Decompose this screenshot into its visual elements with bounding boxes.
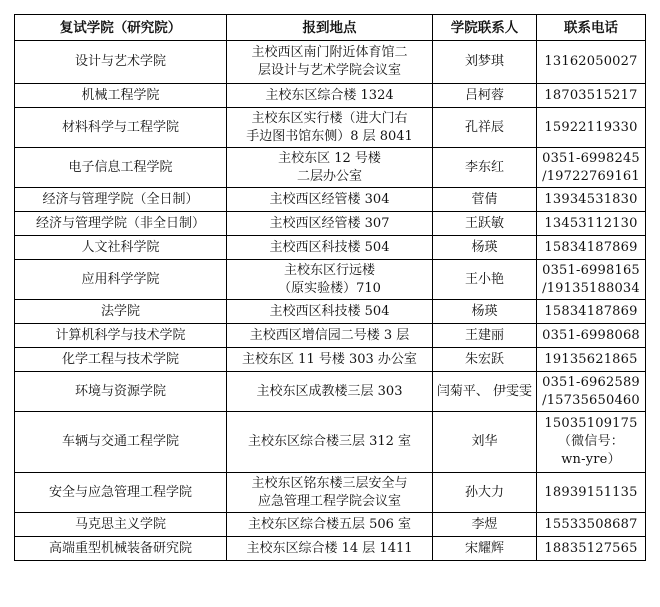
- college-cell: 化学工程与技术学院: [15, 348, 227, 372]
- table-row: [15, 537, 646, 561]
- phone-cell: 13162050027: [537, 41, 646, 84]
- table-row: [15, 513, 646, 537]
- location-cell: 主校东区铭东楼三层安全与 应急管理工程学院会议室: [227, 473, 433, 513]
- location-cell: 主校东区综合楼五层 506 室: [227, 513, 433, 537]
- college-cell: 经济与管理学院（全日制）: [15, 188, 227, 212]
- college-cell: 人文社科学院: [15, 236, 227, 260]
- location-cell: 主校东区成教楼三层 303: [227, 372, 433, 412]
- phone-cell: 0351-6998068: [537, 324, 646, 348]
- header-phone: 联系电话: [537, 15, 646, 41]
- location-cell: 主校东区综合楼三层 312 室: [227, 412, 433, 473]
- phone-cell: 15035109175 （微信号： wn-yre）: [537, 412, 646, 473]
- phone-cell: 18939151135: [537, 473, 646, 513]
- contact-table-container: [14, 14, 646, 561]
- contact-cell: 杨瑛: [433, 236, 537, 260]
- contact-cell: 菅倩: [433, 188, 537, 212]
- table-row: [15, 300, 646, 324]
- college-cell: 机械工程学院: [15, 84, 227, 108]
- contact-cell: 宋耀辉: [433, 537, 537, 561]
- header-contact: 学院联系人: [433, 15, 537, 41]
- contact-cell: 闫菊平、 伊雯雯: [433, 372, 537, 412]
- college-cell: 高端重型机械装备研究院: [15, 537, 227, 561]
- location-cell: 主校东区实行楼（进大门右 手边图书馆东侧）8 层 8041: [227, 108, 433, 148]
- college-cell: 计算机科学与技术学院: [15, 324, 227, 348]
- table-row: [15, 324, 646, 348]
- phone-cell: 15834187869: [537, 236, 646, 260]
- contact-cell: 王跃敏: [433, 212, 537, 236]
- table-row: [15, 108, 646, 148]
- header-college: 复试学院（研究院）: [15, 15, 227, 41]
- college-cell: 应用科学学院: [15, 260, 227, 300]
- phone-cell: 15533508687: [537, 513, 646, 537]
- contact-cell: 刘梦琪: [433, 41, 537, 84]
- college-cell: 经济与管理学院（非全日制）: [15, 212, 227, 236]
- college-cell: 安全与应急管理工程学院: [15, 473, 227, 513]
- location-cell: 主校西区经管楼 304: [227, 188, 433, 212]
- table-header-row: [15, 15, 646, 41]
- college-cell: 法学院: [15, 300, 227, 324]
- college-cell: 环境与资源学院: [15, 372, 227, 412]
- phone-cell: 19135621865: [537, 348, 646, 372]
- college-cell: 电子信息工程学院: [15, 148, 227, 188]
- table-body: [15, 41, 646, 561]
- contact-cell: 吕柯蓉: [433, 84, 537, 108]
- location-cell: 主校西区经管楼 307: [227, 212, 433, 236]
- phone-cell: 0351-6998165 /19135188034: [537, 260, 646, 300]
- table-row: [15, 260, 646, 300]
- location-cell: 主校东区综合楼 1324: [227, 84, 433, 108]
- contact-cell: 孔祥辰: [433, 108, 537, 148]
- phone-cell: 15834187869: [537, 300, 646, 324]
- phone-cell: 13934531830: [537, 188, 646, 212]
- phone-cell: 0351-6998245 /19722769161: [537, 148, 646, 188]
- college-cell: 马克思主义学院: [15, 513, 227, 537]
- table-row: [15, 84, 646, 108]
- contact-cell: 王建丽: [433, 324, 537, 348]
- table-row: [15, 412, 646, 473]
- contact-cell: 杨瑛: [433, 300, 537, 324]
- table-row: [15, 473, 646, 513]
- location-cell: 主校西区南门附近体育馆二 层设计与艺术学院会议室: [227, 41, 433, 84]
- contact-cell: 朱宏跃: [433, 348, 537, 372]
- location-cell: 主校东区行远楼 （原实验楼）710: [227, 260, 433, 300]
- contact-cell: 刘华: [433, 412, 537, 473]
- phone-cell: 13453112130: [537, 212, 646, 236]
- table-row: [15, 212, 646, 236]
- contact-cell: 王小艳: [433, 260, 537, 300]
- table-row: [15, 236, 646, 260]
- table-row: [15, 41, 646, 84]
- phone-cell: 18703515217: [537, 84, 646, 108]
- location-cell: 主校东区 11 号楼 303 办公室: [227, 348, 433, 372]
- table-row: [15, 348, 646, 372]
- location-cell: 主校东区综合楼 14 层 1411: [227, 537, 433, 561]
- location-cell: 主校西区科技楼 504: [227, 300, 433, 324]
- table-row: [15, 372, 646, 412]
- phone-cell: 0351-6962589 /15735650460: [537, 372, 646, 412]
- contact-cell: 李煜: [433, 513, 537, 537]
- table-row: [15, 188, 646, 212]
- phone-cell: 15922119330: [537, 108, 646, 148]
- college-cell: 设计与艺术学院: [15, 41, 227, 84]
- table-row: [15, 148, 646, 188]
- contact-cell: 孙大力: [433, 473, 537, 513]
- college-cell: 材料科学与工程学院: [15, 108, 227, 148]
- contact-cell: 李东红: [433, 148, 537, 188]
- location-cell: 主校西区科技楼 504: [227, 236, 433, 260]
- location-cell: 主校东区 12 号楼 二层办公室: [227, 148, 433, 188]
- contact-table: [14, 14, 646, 561]
- location-cell: 主校西区增信园二号楼 3 层: [227, 324, 433, 348]
- header-location: 报到地点: [227, 15, 433, 41]
- college-cell: 车辆与交通工程学院: [15, 412, 227, 473]
- phone-cell: 18835127565: [537, 537, 646, 561]
